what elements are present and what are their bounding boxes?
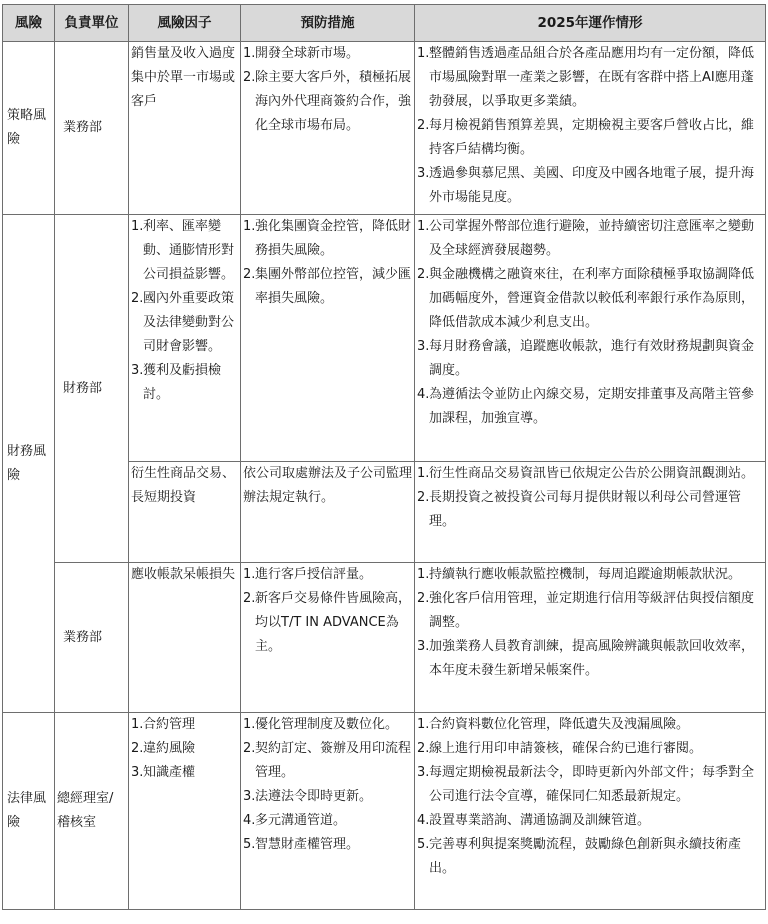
list-item <box>417 42 763 114</box>
header-status: 2025年運作情形 <box>415 5 766 42</box>
item-number: 2. <box>243 70 256 85</box>
item-text: 智慧財產權管理。 <box>255 837 360 852</box>
item-number: 1. <box>243 717 256 732</box>
list-item <box>417 462 763 486</box>
financial-category-label: 財務風險 <box>7 443 47 483</box>
list-item <box>417 114 763 162</box>
item-number: 1. <box>243 567 256 582</box>
item-text: 持續執行應收帳款監控機制，每周追蹤逾期帳款狀況。 <box>429 567 742 582</box>
financial-receivable-measures-list <box>243 563 412 659</box>
strategy-row <box>3 42 766 215</box>
list-item <box>417 761 763 809</box>
list-item <box>417 215 763 263</box>
financial-derivative-factor-text: 衍生性商品交易、長短期投資 <box>131 466 236 505</box>
item-number: 3. <box>417 339 430 354</box>
item-number: 4. <box>243 813 256 828</box>
list-item <box>417 263 763 335</box>
financial-derivative-factor <box>129 462 241 563</box>
item-text: 整體銷售透過產品組合於各產品應用均有一定份額，降低市場風險對單一產業之影響，在既有客群中搭上AI應用蓬勃發展，以爭取更多業績。 <box>429 46 755 109</box>
strategy-factor-text: 銷售量及收入過度集中於單一市場或客戶 <box>131 46 236 109</box>
item-number: 2. <box>417 741 430 756</box>
list-item <box>131 761 238 785</box>
item-text: 每月檢視銷售預算差異，定期檢視主要客戶營收占比，維持客戶結構均衡。 <box>429 118 755 157</box>
item-number: 1. <box>417 717 430 732</box>
financial-receivable-row <box>3 563 766 713</box>
financial-receivable-factor <box>129 563 241 713</box>
sales-unit: 業務部 <box>55 563 129 713</box>
finance-unit: 財務部 <box>55 215 129 563</box>
list-item <box>417 587 763 635</box>
financial-rate-status <box>415 215 766 462</box>
risk-management-table <box>2 4 766 910</box>
item-number: 2. <box>131 291 144 306</box>
list-item <box>131 359 238 407</box>
item-text: 集團外幣部位控管，減少匯率損失風險。 <box>255 267 412 306</box>
list-item <box>243 587 412 659</box>
item-text: 法遵法令即時更新。 <box>255 789 373 804</box>
strategy-measures-list <box>243 42 412 138</box>
item-text: 合約資料數位化管理，降低遺失及洩漏風險。 <box>429 717 690 732</box>
list-item <box>417 162 763 210</box>
list-item <box>417 809 763 833</box>
item-number: 2. <box>417 118 430 133</box>
list-item <box>417 713 763 737</box>
item-number: 1. <box>131 219 144 234</box>
item-text: 每週定期檢視最新法令，即時更新內外部文件；每季對全公司進行法令宣導，確保同仁知悉最新規定。 <box>429 765 755 804</box>
list-item <box>417 383 763 431</box>
item-text: 完善專利與提案獎勵流程，鼓勵綠色創新與永續技術產出。 <box>429 837 742 876</box>
item-text: 加強業務人員教育訓練，提高風險辨識與帳款回收效率，本年度未發生新增呆帳案件。 <box>429 639 755 678</box>
financial-derivative-measure <box>241 462 415 563</box>
financial-rate-row <box>3 215 766 462</box>
list-item <box>131 737 238 761</box>
item-number: 2. <box>417 591 430 606</box>
item-text: 利率、匯率變動、通膨情形對公司損益影響。 <box>143 219 235 282</box>
list-item <box>243 737 412 785</box>
item-text: 設置專業諮詢、溝通協調及訓練管道。 <box>429 813 651 828</box>
item-number: 1. <box>243 46 256 61</box>
legal-factors <box>129 713 241 910</box>
item-text: 與金融機構之融資來往，在利率方面除積極爭取協調降低加碼幅度外，營運資金借款以較低利率銀行承作為原則，降低借款成本減少利息支出。 <box>429 267 755 330</box>
item-number: 1. <box>243 219 256 234</box>
list-item <box>243 713 412 737</box>
item-text: 除主要大客戶外，積極拓展海內外代理商簽約合作，強化全球市場布局。 <box>255 70 412 133</box>
header-row <box>3 5 766 42</box>
strategy-status <box>415 42 766 215</box>
header-unit: 負責單位 <box>55 5 129 42</box>
list-item <box>243 263 412 311</box>
item-text: 強化集團資金控管，降低財務損失風險。 <box>255 219 412 258</box>
list-item <box>417 486 763 534</box>
list-item <box>243 809 412 833</box>
legal-status <box>415 713 766 910</box>
legal-measures-list <box>243 713 412 857</box>
list-item <box>417 335 763 383</box>
header-risk: 風險 <box>3 5 55 42</box>
item-number: 3. <box>243 789 256 804</box>
financial-category <box>3 215 55 713</box>
item-text: 每月財務會議，追蹤應收帳款，進行有效財務規劃與資金調度。 <box>429 339 755 378</box>
item-number: 2. <box>243 591 256 606</box>
strategy-measures <box>241 42 415 215</box>
item-number: 4. <box>417 813 430 828</box>
item-text: 優化管理制度及數位化。 <box>255 717 399 732</box>
item-number: 1. <box>131 717 144 732</box>
financial-receivable-measures <box>241 563 415 713</box>
financial-receivable-status <box>415 563 766 713</box>
strategy-unit: 業務部 <box>55 42 129 215</box>
list-item <box>417 737 763 761</box>
strategy-factor <box>129 42 241 215</box>
financial-rate-factors-list <box>131 215 238 407</box>
list-item <box>243 785 412 809</box>
list-item <box>417 563 763 587</box>
legal-factors-list <box>131 713 238 785</box>
strategy-status-list <box>417 42 763 210</box>
item-number: 1. <box>417 466 430 481</box>
legal-measures <box>241 713 415 910</box>
item-text: 多元溝通管道。 <box>255 813 347 828</box>
legal-row <box>3 713 766 910</box>
item-text: 衍生性商品交易資訊皆已依規定公告於公開資訊觀測站。 <box>429 466 755 481</box>
list-item <box>417 833 763 881</box>
financial-derivative-status-list <box>417 462 763 534</box>
list-item <box>243 215 412 263</box>
item-text: 公司掌握外幣部位進行避險，並持續密切注意匯率之變動及全球經濟發展趨勢。 <box>429 219 755 258</box>
financial-rate-measures <box>241 215 415 462</box>
item-number: 3. <box>417 765 430 780</box>
list-item <box>243 833 412 857</box>
financial-rate-measures-list <box>243 215 412 311</box>
item-number: 1. <box>417 567 430 582</box>
item-number: 3. <box>417 166 430 181</box>
item-number: 3. <box>131 765 144 780</box>
item-text: 新客戶交易條件皆風險高，均以T/T IN ADVANCE為主。 <box>255 591 412 654</box>
item-text: 長期投資之被投資公司每月提供財報以利母公司營運管理。 <box>429 490 742 529</box>
item-number: 3. <box>131 363 144 378</box>
legal-category <box>3 713 55 910</box>
item-number: 5. <box>417 837 430 852</box>
item-number: 1. <box>417 46 430 61</box>
financial-receivable-factor-text: 應收帳款呆帳損失 <box>131 567 236 582</box>
list-item <box>243 66 412 138</box>
item-number: 3. <box>417 639 430 654</box>
item-text: 違約風險 <box>143 741 196 756</box>
item-text: 透過參與慕尼黑、美國、印度及中國各地電子展，提升海外市場能見度。 <box>429 166 755 205</box>
item-text: 合約管理 <box>143 717 196 732</box>
list-item <box>417 635 763 683</box>
item-text: 獲利及虧損檢討。 <box>143 363 222 402</box>
list-item <box>131 713 238 737</box>
item-text: 強化客戶信用管理，並定期進行信用等級評估與授信額度調整。 <box>429 591 755 630</box>
strategy-category <box>3 42 55 215</box>
strategy-category-label: 策略風險 <box>7 108 47 147</box>
item-number: 5. <box>243 837 256 852</box>
financial-receivable-status-list <box>417 563 763 683</box>
list-item <box>131 287 238 359</box>
header-measures: 預防措施 <box>241 5 415 42</box>
item-number: 1. <box>417 219 430 234</box>
item-number: 2. <box>243 267 256 282</box>
list-item <box>131 215 238 287</box>
item-text: 線上進行用印申請簽核，確保合約已進行審閱。 <box>429 741 703 756</box>
list-item <box>243 563 412 587</box>
legal-unit: 總經理室/稽核室 <box>55 713 129 910</box>
item-text: 契約訂定、簽辦及用印流程管理。 <box>255 741 412 780</box>
item-number: 2. <box>417 267 430 282</box>
item-number: 2. <box>131 741 144 756</box>
header-factor: 風險因子 <box>129 5 241 42</box>
financial-derivative-measure-text: 依公司取處辦法及子公司監理辦法規定執行。 <box>243 466 413 505</box>
item-text: 為遵循法令並防止內線交易，定期安排董事及高階主管參加課程，加強宣導。 <box>429 387 755 426</box>
item-text: 知識產權 <box>143 765 196 780</box>
financial-rate-status-list <box>417 215 763 431</box>
item-number: 4. <box>417 387 430 402</box>
item-number: 2. <box>417 490 430 505</box>
item-text: 開發全球新市場。 <box>255 46 360 61</box>
item-text: 進行客戶授信評量。 <box>255 567 373 582</box>
legal-status-list <box>417 713 763 881</box>
item-text: 國內外重要政策及法律變動對公司財會影響。 <box>143 291 235 354</box>
legal-category-label: 法律風險 <box>7 791 47 830</box>
financial-derivative-status <box>415 462 766 563</box>
list-item <box>243 42 412 66</box>
financial-rate-factors <box>129 215 241 462</box>
item-number: 2. <box>243 741 256 756</box>
